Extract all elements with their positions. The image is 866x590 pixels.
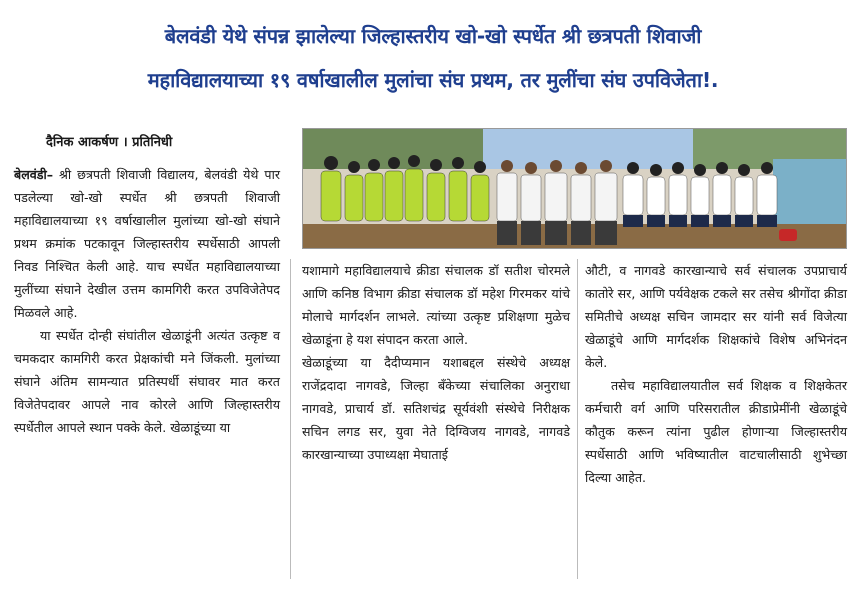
paragraph: औटी, व नागवडे कारखान्याचे सर्व संचालक उपप्राचार्य कातोरे सर, आणि पर्यवेक्षक टकले सर तसेच श्रीगोंदा क्रीडा समितीचे अध्यक्ष सचिन जामदार सर यांनी सर्व विजेत्या खेळाडूंचे आणि मार्गदर्शक शिक्षकांचे विशेष अभिनंदन केले. (585, 263, 847, 370)
paragraph: तसेच महाविद्यालयातील सर्व शिक्षक व शिक्षकेतर कर्मचारी वर्ग आणि परिसरातील क्रीडाप्रेमींनी खेळाडूंचे कौतुक करून त्यांना पुढील होणाऱ्या जिल्हास्तरीय स्पर्धेसाठी आणि भविष्यातील वाटचालीसाठी शुभेच्छा दिल्या आहेत. (585, 378, 847, 485)
article-column-3 (585, 259, 847, 489)
column-divider (290, 259, 291, 579)
article-column-1 (14, 163, 280, 439)
paragraph: खेळाडूंच्या या दैदीप्यमान यशाबद्दल संस्थेचे अध्यक्ष राजेंद्रदादा नागवडे, जिल्हा बँकेच्या संचालिका अनुराधा नागवडे, प्राचार्य डॉ. सतिशचंद्र सूर्यवंशी संस्थेचे निरीक्षक सचिन लगड सर, युवा नेते दिग्विजय नागवडे, नागवडे कारखान्याच्या उपाध्यक्षा मेघाताई (302, 355, 570, 462)
team-photo-image (303, 129, 846, 248)
column-divider (577, 259, 578, 579)
paragraph: या स्पर्धेत दोन्ही संघांतील खेळाडूंनी अत्यंत उत्कृष्ट व चमकदार कामगिरी करत प्रेक्षकांची मने जिंकली. मुलांच्या संघाने अंतिम सामन्यात प्रतिस्पर्धी संघावर मात करत विजेतेपदावर आपले नाव कोरले आणि जिल्हास्तरीय स्पर्धेतील आपले स्थान पक्के केले. खेळाडूंच्या या (14, 328, 280, 435)
headline-line-2: महाविद्यालयाच्या १९ वर्षाखालील मुलांचा संघ प्रथम, तर मुलींचा संघ उपविजेता!. (147, 68, 719, 92)
paragraph-text: श्री छत्रपती शिवाजी विद्यालय, बेलवंडी येथे पार पडलेल्या खो-खो स्पर्धेत श्री छत्रपती शिवाजी महाविद्यालयाच्या १९ वर्षाखालील मुलांच्या खो-खो संघाने प्रथम क्रमांक पटकावून जिल्हास्तरीय स्पर्धेसाठी आपली निवड निश्चित केली आहे. याच स्पर्धेत महाविद्यालयाच्या मुलींच्या संघाने देखील उत्तम कामगिरी करत उपविजेतेपद मिळवले आहे. (14, 167, 280, 320)
byline: दैनिक आकर्षण । प्रतिनिधी (46, 135, 173, 150)
article-column-2 (302, 259, 570, 466)
dateline: बेलवंडी– (14, 167, 54, 182)
headline-line-1: बेलवंडी येथे संपन्न झालेल्या जिल्हास्तरीय खो-खो स्पर्धेत श्री छत्रपती शिवाजी (164, 24, 702, 48)
paragraph (14, 163, 280, 324)
paragraph: यशामागे महाविद्यालयाचे क्रीडा संचालक डॉ सतीश चोरमले आणि कनिष्ठ विभाग क्रीडा संचालक डॉ महेश गिरमकर यांचे मोलाचे मार्गदर्शन लाभले. त्यांच्या उत्कृष्ट प्रशिक्षणा मुळेच खेळाडूंना हे यश संपादन करता आले. (302, 263, 570, 347)
team-photo (302, 128, 847, 249)
headline (10, 14, 856, 102)
